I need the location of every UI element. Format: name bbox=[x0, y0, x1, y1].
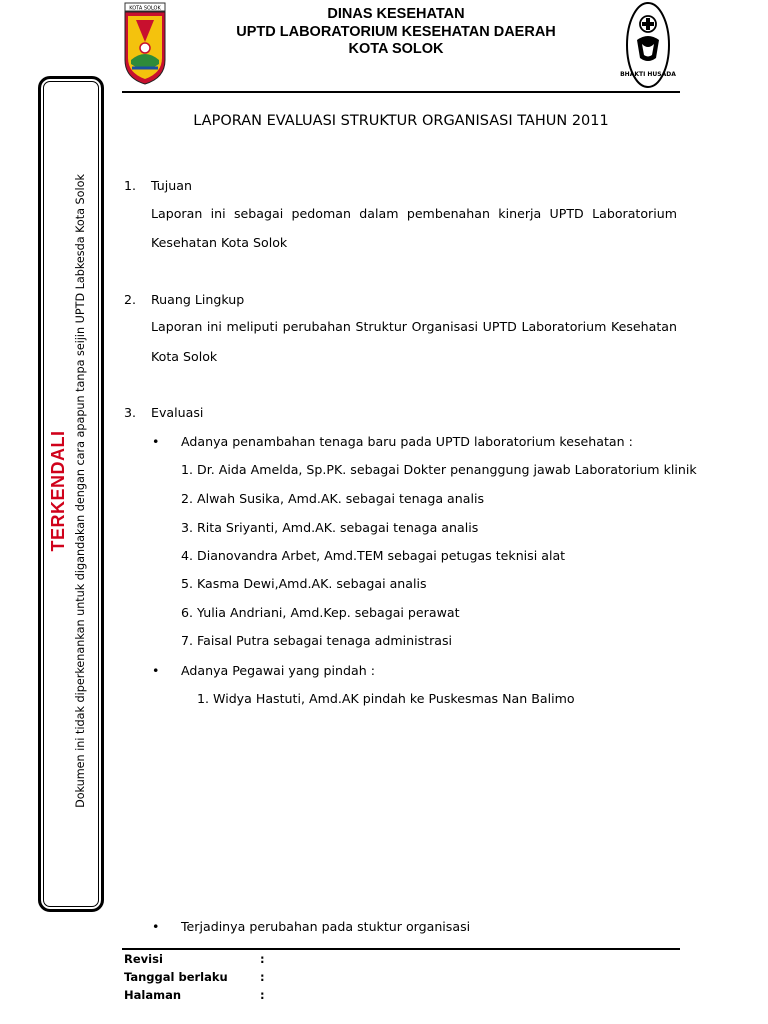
section-1-number: 1. bbox=[124, 178, 137, 193]
bullet-moved-staff: Adanya Pegawai yang pindah : bbox=[181, 663, 375, 678]
footer-label-revisi: Revisi bbox=[124, 952, 163, 966]
section-3-number: 3. bbox=[124, 405, 137, 420]
svg-text:BHAKTI HUSADA: BHAKTI HUSADA bbox=[620, 71, 676, 78]
section-2-text-line2: Kota Solok bbox=[151, 349, 218, 364]
bullet-icon: • bbox=[152, 663, 160, 678]
bullet-structure-change: Terjadinya perubahan pada stuktur organisasi bbox=[181, 919, 471, 934]
bullet-icon: • bbox=[152, 919, 160, 934]
footer-label-tanggal: Tanggal berlaku bbox=[124, 970, 228, 984]
list-item: 7. Faisal Putra sebagai tenaga administrasi bbox=[181, 633, 453, 648]
footer-label-halaman: Halaman bbox=[124, 988, 182, 1002]
footer-colon: : bbox=[260, 952, 265, 966]
section-1-text-line2: Kesehatan Kota Solok bbox=[151, 235, 288, 250]
list-item: 1. Widya Hastuti, Amd.AK pindah ke Puskesmas Nan Balimo bbox=[197, 691, 575, 706]
list-item: 2. Alwah Susika, Amd.AK. sebagai tenaga analis bbox=[181, 491, 485, 506]
stamp-note: Dokumen ini tidak diperkenankan untuk digandakan dengan cara apapun tanpa seijin UPTD Labkesda Kota Solok bbox=[74, 174, 87, 808]
page-title: LAPORAN EVALUASI STRUKTUR ORGANISASI TAHUN 2011 bbox=[193, 113, 609, 129]
bhakti-husada-logo-icon bbox=[620, 0, 676, 90]
list-item: 1. Dr. Aida Amelda, Sp.PK. sebagai Dokter penanggung jawab Laboratorium klinik bbox=[181, 462, 697, 477]
institution-name bbox=[182, 6, 610, 59]
section-3-heading: Evaluasi bbox=[151, 405, 204, 420]
header-line-agency: DINAS KESEHATAN bbox=[327, 6, 465, 22]
footer-colon: : bbox=[260, 988, 265, 1002]
header-line-unit: UPTD LABORATORIUM KESEHATAN DAERAH bbox=[236, 23, 556, 40]
svg-text:KOTA SOLOK: KOTA SOLOK bbox=[129, 5, 161, 12]
footer-divider bbox=[122, 948, 680, 950]
list-item: 6. Yulia Andriani, Amd.Kep. sebagai perawat bbox=[181, 605, 460, 620]
section-1-heading: Tujuan bbox=[151, 178, 192, 193]
bullet-icon: • bbox=[152, 434, 160, 449]
list-item: 5. Kasma Dewi,Amd.AK. sebagai analis bbox=[181, 576, 427, 591]
section-2-text-line1: Laporan ini meliputi perubahan Struktur Organisasi UPTD Laboratorium Kesehatan bbox=[151, 319, 677, 334]
section-2-number: 2. bbox=[124, 292, 137, 307]
header-line-city: KOTA SOLOK bbox=[348, 41, 444, 57]
footer-colon: : bbox=[260, 970, 265, 984]
stamp-terkendali: TERKENDALI bbox=[48, 430, 68, 552]
section-1-text-line1: Laporan ini sebagai pedoman dalam pembenahan kinerja UPTD Laboratorium bbox=[151, 206, 677, 221]
header-divider bbox=[122, 91, 680, 93]
kota-solok-emblem-icon bbox=[122, 0, 168, 86]
bullet-new-staff: Adanya penambahan tenaga baru pada UPTD laboratorium kesehatan : bbox=[181, 434, 633, 449]
list-item: 3. Rita Sriyanti, Amd.AK. sebagai tenaga analis bbox=[181, 520, 479, 535]
section-2-heading: Ruang Lingkup bbox=[151, 292, 245, 307]
letterhead bbox=[122, 0, 680, 92]
list-item: 4. Dianovandra Arbet, Amd.TEM sebagai petugas teknisi alat bbox=[181, 548, 566, 563]
